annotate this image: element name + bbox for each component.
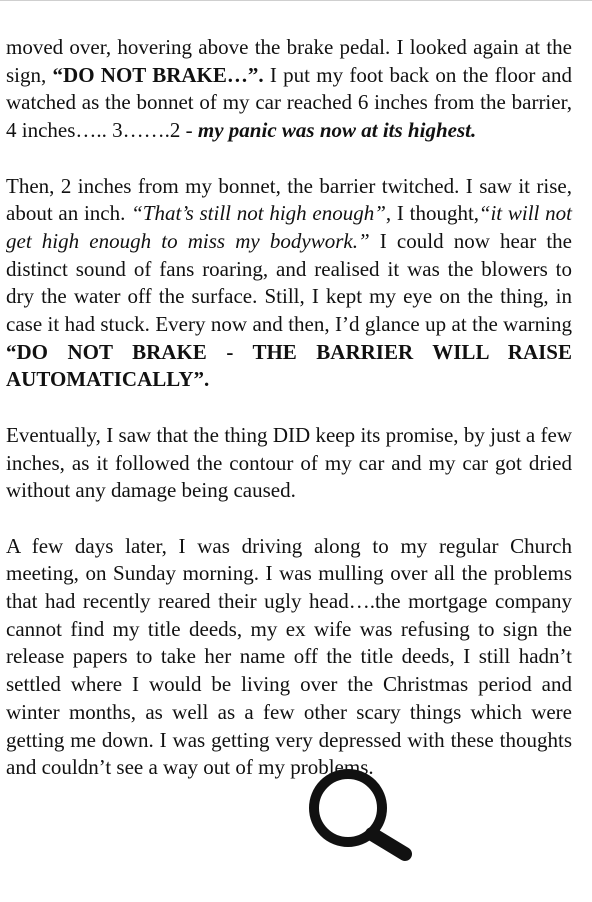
p1-text-1: moved over, hovering above the brake pedal. I looked again at the sign,: [6, 35, 572, 87]
top-divider: [0, 0, 592, 1]
p1-text-2: I put my foot back on the floor and watched as the bonnet of my car reached 6 inches from the barrier, 4 inches….. 3…….2 -: [6, 62, 572, 143]
quote-not-high-enough: “That’s still not high enough”: [131, 201, 386, 226]
quote-bodywork: “it will not get high enough to miss my bodywork.”: [6, 201, 572, 253]
paragraph-2: [6, 173, 572, 395]
paragraph-4: A few days later, I was driving along to my regular Church meeting, on Sunday morning. I was mulling over all the problems that had recently reared their ugly head….the mortgage company cannot find my title deeds, my ex wife was refusing to sign the release papers to take her name off the title deeds, I still hadn’t settled where I would be living over the Christmas period and winter months, as well as a few other scary things which were getting me down. I was getting very depressed with these thoughts and couldn’t see a way out of my problems.: [6, 533, 572, 780]
magnifier-icon: [302, 766, 422, 862]
document-page: [6, 34, 572, 782]
p2-text-2: , I thought,: [385, 201, 485, 226]
paragraph-3: Eventually, I saw that the thing DID keep its promise, by just a few inches, as it followed the contour of my car and my car got dried without any damage being caused.: [6, 422, 572, 503]
p2-text-1: Then, 2 inches from my bonnet, the barrier twitched. I saw it rise, about an inch.: [6, 173, 572, 226]
panic-emphasis: my panic was now at its highest.: [197, 118, 477, 143]
p2-text-3: I could now hear the distinct sound of fans roaring, and realised it was the blowers to dry the water off the surface. Still, I kept my eye on the thing, in case it had stuck. Every now and then, I’d glance up at the warning: [6, 228, 572, 337]
sign-text-full: “DO NOT BRAKE - THE BARRIER WILL RAISE AUTOMATICALLY”.: [6, 339, 572, 392]
zoom-button[interactable]: [302, 766, 422, 862]
sign-text-short: “DO NOT BRAKE…”.: [52, 62, 264, 87]
paragraph-1: [6, 34, 572, 145]
